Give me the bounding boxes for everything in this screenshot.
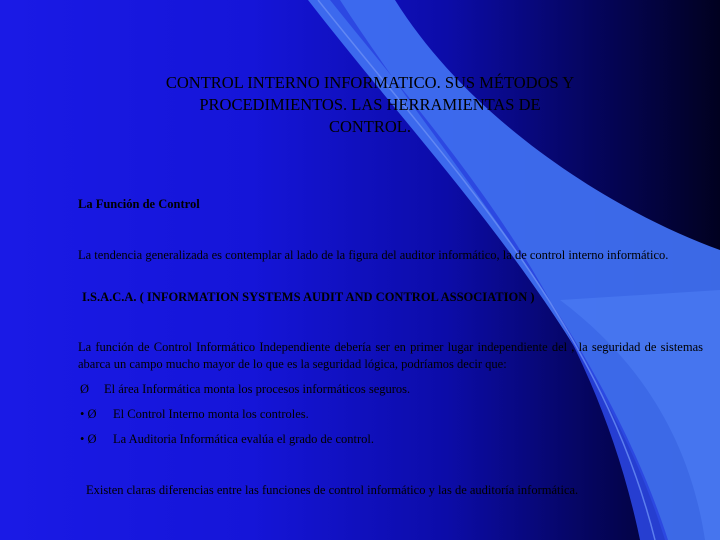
bullet-marker: Ø	[80, 382, 90, 396]
isaca-line: I.S.A.C.A. ( INFORMATION SYSTEMS AUDIT AND CONTROL ASSOCIATION )	[82, 290, 535, 304]
bullet-marker: • Ø	[80, 432, 97, 446]
paragraph-tendencia: La tendencia generalizada es contemplar al lado de la figura del auditor informático, la de control interno informático.	[78, 248, 669, 262]
paragraph-funcion: La función de Control Informático Independiente debería ser en primer lugar independiente del , la seguridad de sistemas abarca un campo mucho mayor de lo que es la seguridad lógica, podríamos decir que:	[78, 340, 703, 371]
slide-title: CONTROL INTERNO INFORMATICO. SUS MÉTODOS Y PROCEDIMIENTOS. LAS HERRAMIENTAS DE CONTROL.	[165, 73, 575, 136]
section-heading: La Función de Control	[78, 197, 200, 211]
bullet-text: El área Informática monta los procesos informáticos seguros.	[104, 382, 411, 396]
bullet-text: La Auditoria Informática evalúa el grado de control.	[113, 432, 375, 446]
conclusion-text: Existen claras diferencias entre las funciones de control informático y las de auditoría informática.	[86, 483, 579, 497]
bullet-text: El Control Interno monta los controles.	[113, 407, 309, 421]
bullet-marker: • Ø	[80, 407, 97, 421]
